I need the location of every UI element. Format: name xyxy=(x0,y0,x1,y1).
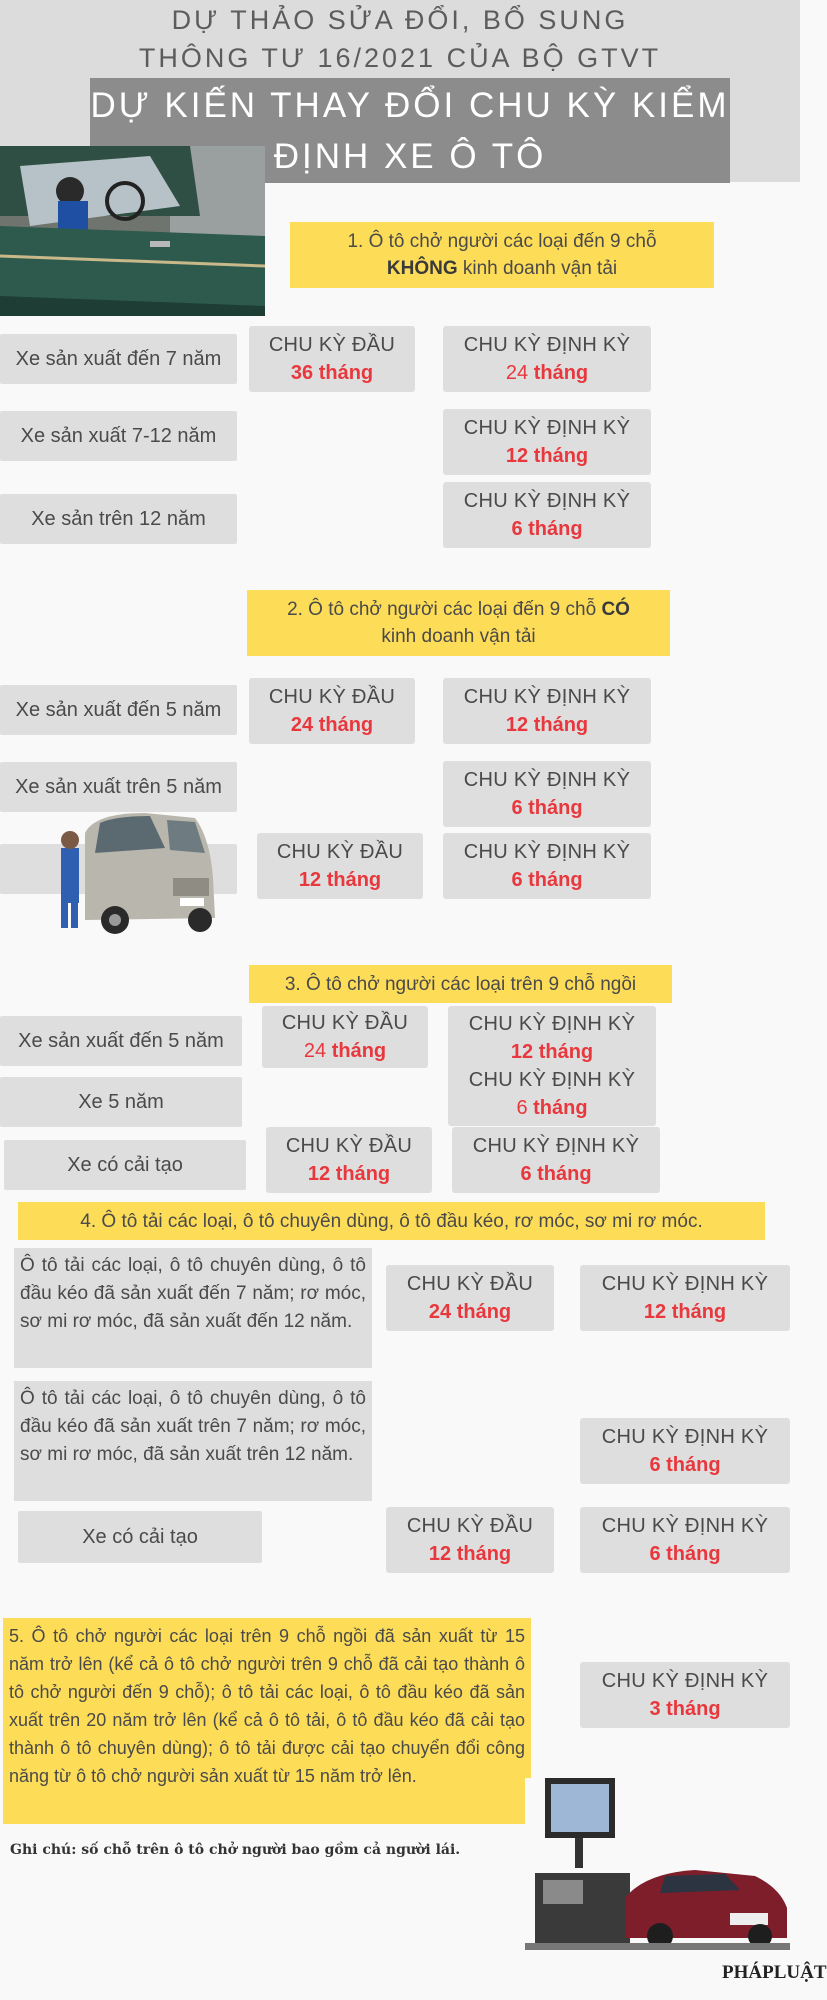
cycle-months: 12 xyxy=(298,869,322,891)
cycle-label: CHU KỲ ĐỊNH KỲ xyxy=(601,1515,769,1537)
cycle-unit: tháng xyxy=(318,714,374,736)
periodic-cycle-card xyxy=(452,1127,660,1193)
row-label: Ô tô tải các loại, ô tô chuyên dùng, ô tô đầu kéo đã sản xuất đến 7 năm; rơ móc, sơ mi rơ móc, đã sản xuất đến 12 năm. xyxy=(14,1248,372,1368)
periodic-cycle-card xyxy=(443,761,651,827)
van-photo xyxy=(55,808,220,940)
cycle-months: 6 xyxy=(516,1097,528,1119)
cycle-label: CHU KỲ ĐỊNH KỲ xyxy=(601,1426,769,1448)
first-cycle-card xyxy=(386,1507,554,1573)
cycle-label: CHU KỲ ĐẦU xyxy=(268,334,396,356)
periodic-cycle-stack xyxy=(448,1006,656,1126)
periodic-cycle-card xyxy=(580,1265,790,1331)
cycle-months: 12 xyxy=(428,1543,452,1565)
section-1-prefix: 1. Ô tô chở người các loại đến 9 chỗ xyxy=(347,231,657,252)
cycle-label: CHU KỲ ĐỊNH KỲ xyxy=(463,334,631,356)
section-1-heading xyxy=(290,222,714,288)
cycle-label: CHU KỲ ĐẦU xyxy=(268,686,396,708)
section-2-prefix: 2. Ô tô chở người các loại đến 9 chỗ xyxy=(287,599,602,620)
cycle-label: CHU KỲ ĐẦU xyxy=(281,1012,409,1034)
cycle-unit: tháng xyxy=(666,1698,721,1720)
section-5-text: 5. Ô tô chở người các loại trên 9 chỗ ngồi đã sản xuất từ 15 năm trở lên (kể cả ô tô chở người trên 9 chỗ đã cải tạo thành ô tô chở người đến 9 chỗ); ô tô tải các loại, ô tô đầu kéo đã sản xuất trên 20 năm trở lên (kể cả ô tô tải, ô tô đầu kéo đã cải tạo thành ô tô chuyên dùng); ô tô tải được cải tạo chuyển đổi công năng từ ô tô chở người sản xuất từ 15 năm trở lên. xyxy=(3,1618,531,1824)
section-1-suffix: kinh doanh vận tải xyxy=(457,258,618,279)
cycle-label: CHU KỲ ĐẦU xyxy=(406,1273,534,1295)
row-label: Xe sản xuất 7-12 năm xyxy=(0,411,237,461)
periodic-cycle-card xyxy=(443,678,651,744)
first-cycle-card xyxy=(266,1127,432,1193)
row-label: Xe sản trên 12 năm xyxy=(0,494,237,544)
periodic-cycle-card xyxy=(580,1662,790,1728)
cycle-unit: tháng xyxy=(335,1163,391,1185)
cycle-unit: tháng xyxy=(538,1041,594,1063)
cycle-unit: tháng xyxy=(666,1454,721,1476)
section-3-heading: 3. Ô tô chở người các loại trên 9 chỗ ngồi xyxy=(249,965,672,1003)
first-cycle-card xyxy=(249,326,415,392)
cycle-months: 6 xyxy=(649,1454,661,1476)
cycle-unit: tháng xyxy=(456,1301,512,1323)
cycle-months: 6 xyxy=(511,797,523,819)
cycle-unit: tháng xyxy=(326,869,382,891)
section-2-line-2: kinh doanh vận tải xyxy=(381,626,536,647)
first-cycle-card xyxy=(262,1006,428,1068)
cycle-months: 12 xyxy=(643,1301,667,1323)
cycle-months: 6 xyxy=(511,869,523,891)
row-label: Xe có cải tạo xyxy=(4,1140,246,1190)
first-cycle-card xyxy=(386,1265,554,1331)
cycle-label: CHU KỲ ĐỊNH KỲ xyxy=(463,686,631,708)
cycle-unit: tháng xyxy=(318,362,374,384)
header-line-1: DỰ THẢO SỬA ĐỔI, BỔ SUNG xyxy=(171,5,629,35)
cycle-months: 3 xyxy=(649,1698,661,1720)
cycle-unit: tháng xyxy=(533,1097,588,1119)
publisher-logo: PHÁPLUẬT xyxy=(722,1962,827,1983)
cycle-label: CHU KỲ ĐẦU xyxy=(276,841,404,863)
section-2-heading xyxy=(247,590,670,656)
cycle-unit: tháng xyxy=(528,797,583,819)
old-car-photo xyxy=(0,146,265,316)
cycle-months: 24 xyxy=(428,1301,452,1323)
inspection-photo xyxy=(525,1778,790,1950)
first-cycle-card xyxy=(257,833,423,899)
row-label: Ô tô tải các loại, ô tô chuyên dùng, ô tô đầu kéo đã sản xuất trên 7 năm; rơ móc, sơ mi rơ móc, đã sản xuất trên 12 năm. xyxy=(14,1381,372,1501)
cycle-unit: tháng xyxy=(537,1163,592,1185)
title-line-1: DỰ KIẾN THAY ĐỔI CHU KỲ KIỂM xyxy=(90,86,730,125)
cycle-label: CHU KỲ ĐẦU xyxy=(285,1135,413,1157)
first-cycle-card xyxy=(249,678,415,744)
cycle-unit: tháng xyxy=(533,362,589,384)
cycle-label: CHU KỲ ĐỊNH KỲ xyxy=(472,1135,640,1157)
periodic-cycle-card xyxy=(580,1507,790,1573)
cycle-months: 6 xyxy=(649,1543,661,1565)
periodic-cycle-card xyxy=(443,833,651,899)
row-label: Xe sản xuất đến 5 năm xyxy=(0,1016,242,1066)
cycle-unit: tháng xyxy=(456,1543,512,1565)
cycle-label: CHU KỲ ĐỊNH KỲ xyxy=(463,417,631,439)
cycle-unit: tháng xyxy=(533,445,589,467)
row-label: Xe có cải tạo xyxy=(18,1511,262,1563)
cycle-months: 36 xyxy=(290,362,314,384)
section-2-bold: CÓ xyxy=(601,599,630,620)
cycle-months: 6 xyxy=(511,518,523,540)
cycle-months: 12 xyxy=(510,1041,534,1063)
cycle-label: CHU KỲ ĐỊNH KỲ xyxy=(468,1069,636,1091)
header-line-2: THÔNG TƯ 16/2021 CỦA BỘ GTVT xyxy=(138,43,662,73)
row-label: Xe sản xuất trên 5 năm xyxy=(0,762,237,812)
section-1-bold: KHÔNG xyxy=(386,258,458,279)
cycle-months: 6 xyxy=(520,1163,532,1185)
cycle-label: CHU KỲ ĐỊNH KỲ xyxy=(601,1670,769,1692)
footnote: Ghi chú: số chỗ trên ô tô chở người bao gồm cả người lái. xyxy=(10,1842,461,1858)
periodic-cycle-card xyxy=(443,409,651,475)
cycle-unit: tháng xyxy=(671,1301,727,1323)
cycle-label: CHU KỲ ĐỊNH KỲ xyxy=(601,1273,769,1295)
cycle-label: CHU KỲ ĐỊNH KỲ xyxy=(463,490,631,512)
periodic-cycle-card xyxy=(580,1418,790,1484)
cycle-months: 12 xyxy=(307,1163,331,1185)
cycle-months: 12 xyxy=(505,445,529,467)
cycle-unit: tháng xyxy=(533,714,589,736)
row-label: Xe sản xuất đến 5 năm xyxy=(0,685,237,735)
cycle-months: 24 xyxy=(505,362,529,384)
row-label: Xe 5 năm xyxy=(0,1077,242,1127)
periodic-cycle-card xyxy=(443,482,651,548)
row-label: Xe sản xuất đến 7 năm xyxy=(0,334,237,384)
cycle-label: CHU KỲ ĐẦU xyxy=(406,1515,534,1537)
cycle-unit: tháng xyxy=(331,1040,387,1062)
cycle-months: 24 xyxy=(303,1040,327,1062)
title-line-2: ĐỊNH XE Ô TÔ xyxy=(273,137,547,176)
cycle-unit: tháng xyxy=(528,518,583,540)
cycle-months: 12 xyxy=(505,714,529,736)
cycle-label: CHU KỲ ĐỊNH KỲ xyxy=(463,841,631,863)
section-4-heading: 4. Ô tô tải các loại, ô tô chuyên dùng, ô tô đầu kéo, rơ móc, sơ mi rơ móc. xyxy=(18,1202,765,1240)
cycle-label: CHU KỲ ĐỊNH KỲ xyxy=(463,769,631,791)
cycle-unit: tháng xyxy=(666,1543,721,1565)
cycle-months: 24 xyxy=(290,714,314,736)
cycle-unit: tháng xyxy=(528,869,583,891)
cycle-label: CHU KỲ ĐỊNH KỲ xyxy=(468,1013,636,1035)
periodic-cycle-card xyxy=(443,326,651,392)
